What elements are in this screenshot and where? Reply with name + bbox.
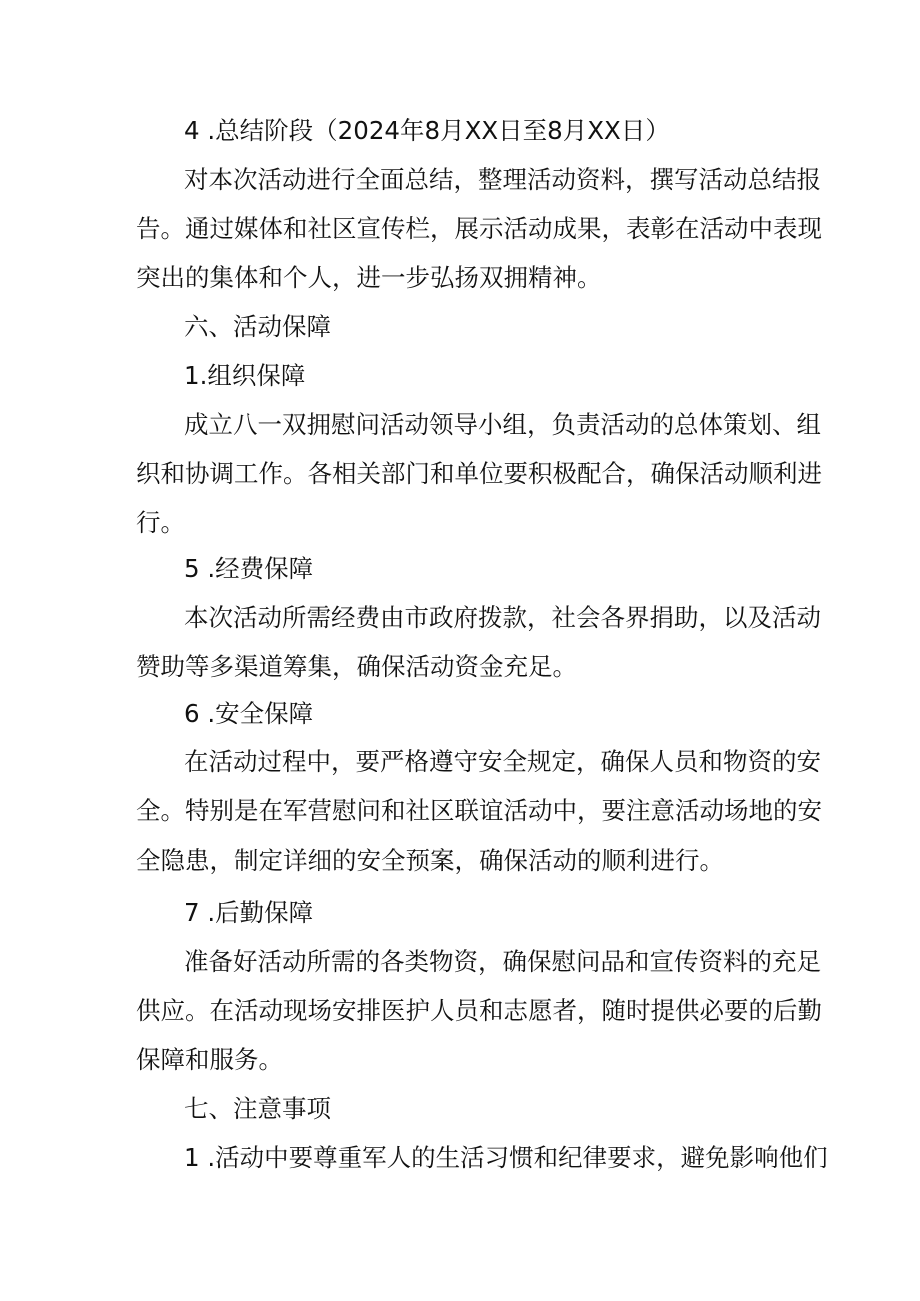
section-heading-support: 六、活动保障 <box>184 312 331 341</box>
subheading-logistics: 7 .后勤保障 <box>184 898 314 927</box>
paragraph-line: 全隐患，制定详细的安全预案，确保活动的顺利进行。 <box>136 846 724 875</box>
paragraph-line: 保障和服务。 <box>136 1045 283 1074</box>
subheading-organization: 1.组织保障 <box>184 361 306 390</box>
paragraph-line: 成立八一双拥慰问活动领导小组，负责活动的总体策划、组 <box>184 410 821 439</box>
paragraph-line: 供应。在活动现场安排医护人员和志愿者，随时提供必要的后勤 <box>136 996 822 1025</box>
paragraph-line: 本次活动所需经费由市政府拨款，社会各界捐助，以及活动 <box>184 603 821 632</box>
paragraph-line: 织和协调工作。各相关部门和单位要积极配合，确保活动顺利进 <box>136 459 822 488</box>
paragraph-line: 准备好活动所需的各类物资，确保慰问品和宣传资料的充足 <box>184 947 821 976</box>
paragraph-line: 对本次活动进行全面总结，整理活动资料，撰写活动总结报 <box>184 165 821 194</box>
paragraph-line: 行。 <box>136 508 185 537</box>
paragraph-line: 1 .活动中要尊重军人的生活习惯和纪律要求，避免影响他们 <box>184 1143 828 1172</box>
section-heading-notes: 七、注意事项 <box>184 1094 331 1123</box>
heading-summary-stage: 4 .总结阶段（2024年8月XX日至8月XX日） <box>184 116 670 145</box>
paragraph-line: 全。特别是在军营慰问和社区联谊活动中，要注意活动场地的安 <box>136 796 822 825</box>
paragraph-line: 在活动过程中，要严格遵守安全规定，确保人员和物资的安 <box>184 747 821 776</box>
paragraph-line: 赞助等多渠道筹集，确保活动资金充足。 <box>136 652 577 681</box>
paragraph-line: 突出的集体和个人，进一步弘扬双拥精神。 <box>136 263 602 292</box>
subheading-safety: 6 .安全保障 <box>184 699 314 728</box>
subheading-funding: 5 .经费保障 <box>184 554 314 583</box>
paragraph-line: 告。通过媒体和社区宣传栏，展示活动成果，表彰在活动中表现 <box>136 214 822 243</box>
